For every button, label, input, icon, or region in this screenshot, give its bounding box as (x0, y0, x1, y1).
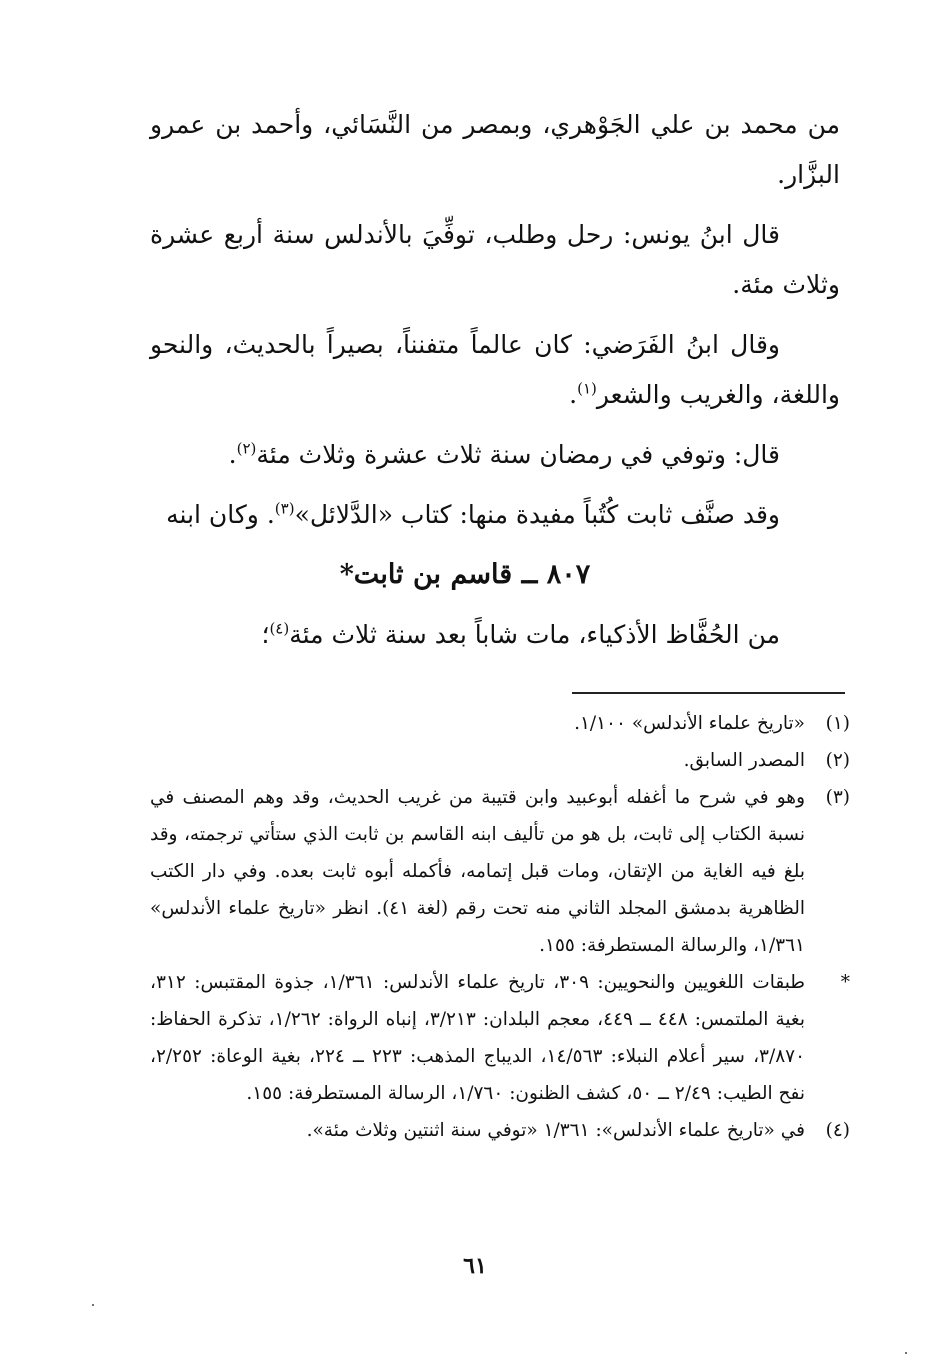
footnote-mark: * (840, 972, 850, 993)
footnote-1 (150, 705, 850, 742)
paragraph-5: وقد صنَّف ثابت كُتُباً مفيدة منها: كتاب «الدَّلائل»$^{(٣)}$. وكان ابنه (166, 499, 780, 529)
scan-speck (92, 1304, 94, 1306)
paragraph-6: من الحُفَّاظ الأذكياء، مات شاباً بعد سنة ثلاث مئة$^{(٤)}$؛ (261, 619, 780, 649)
footnote-ref-2[interactable]: (٢) (236, 439, 257, 458)
footnote-ref-1[interactable]: (١) (577, 379, 597, 398)
footnote-mark: (٢) (825, 750, 850, 771)
footnote-3 (150, 779, 850, 964)
footnote-text: في «تاريخ علماء الأندلس»: ١/٣٦١ «توفي سنة اثنتين وثلاث مئة». (306, 1120, 805, 1141)
main-text (150, 100, 840, 670)
page-number: ٦١ (463, 1253, 487, 1279)
footnote-4 (150, 1112, 850, 1149)
footnote-mark: (١) (825, 713, 850, 734)
footnote-sources (150, 964, 850, 1112)
footnote-mark: (٣) (825, 787, 850, 808)
footnote-text: طبقات اللغويين والنحويين: ٣٠٩، تاريخ علماء الأندلس: ١/٣٦١، جذوة المقتبس: ٣١٢، بغية الملتمس: ٤٤٨ ــ ٤٤٩، معجم البلدان: ٣/٢١٣، إنباه الرواة: ١/٢٦٢، تذكرة الحفاظ: ٣/٨٧٠، سير أعلام النبلاء: ١٤/٥٦٣، الديباج المذهب: ٢٢٣ ــ ٢٢٤، بغية الوعاة: ٢/٢٥٢، نفح الطيب: ٢/٤٩ ــ ٥٠، كشف الظنون: ١/٧٦٠، الرسالة المستطرفة: ١٥٥. (150, 972, 806, 1104)
paragraph-4: قال: وتوفي في رمضان سنة ثلاث عشرة وثلاث مئة$^{(٢)}$. (228, 439, 780, 469)
footnote-text: «تاريخ علماء الأندلس» ١/١٠٠. (574, 713, 805, 734)
paragraph-1: من محمد بن علي الجَوْهري، وبمصر من النَّسَائي، وأحمد بن عمرو البزَّار. (150, 110, 840, 189)
footnote-text: وهو في شرح ما أغفله أبوعبيد وابن قتيبة من غريب الحديث، وقد وهم المصنف في نسبة الكتاب إلى ثابت، بل هو من تأليف ابنه القاسم بن ثابت الذي ستأتي ترجمته، وقد بلغ فيه الغاية من الإتقان، ومات قبل إتمامه، فأكمله أبوه ثابت بعده. وفي دار الكتب الظاهرية بدمشق المجلد الثاني منه تحت رقم (لغة ٤١). انظر «تاريخ علماء الأندلس» ١/٣٦١، والرسالة المستطرفة: ١٥٥. (150, 787, 805, 956)
footnote-mark: (٤) (825, 1120, 850, 1141)
scan-speck (905, 1352, 907, 1354)
footnote-text: المصدر السابق. (683, 750, 805, 771)
footnote-separator (572, 692, 845, 694)
footnote-ref-4[interactable]: (٤) (269, 619, 290, 638)
paragraph-3: وقال ابنُ الفَرَضي: كان عالماً متفنناً، بصيراً بالحديث، والنحو واللغة، والغريب والشعر$^{(١)}$. (150, 330, 840, 409)
entry-heading: ٨٠٧ ــ قاسم بن ثابت* (339, 559, 591, 590)
paragraph-2: قال ابنُ يونس: رحل وطلب، توفِّيَ بالأندلس سنة أربع عشرة وثلاث مئة. (150, 220, 840, 299)
footnote-ref-3[interactable]: (٣) (274, 499, 295, 518)
footnotes (150, 705, 850, 1149)
footnote-2 (150, 742, 850, 779)
